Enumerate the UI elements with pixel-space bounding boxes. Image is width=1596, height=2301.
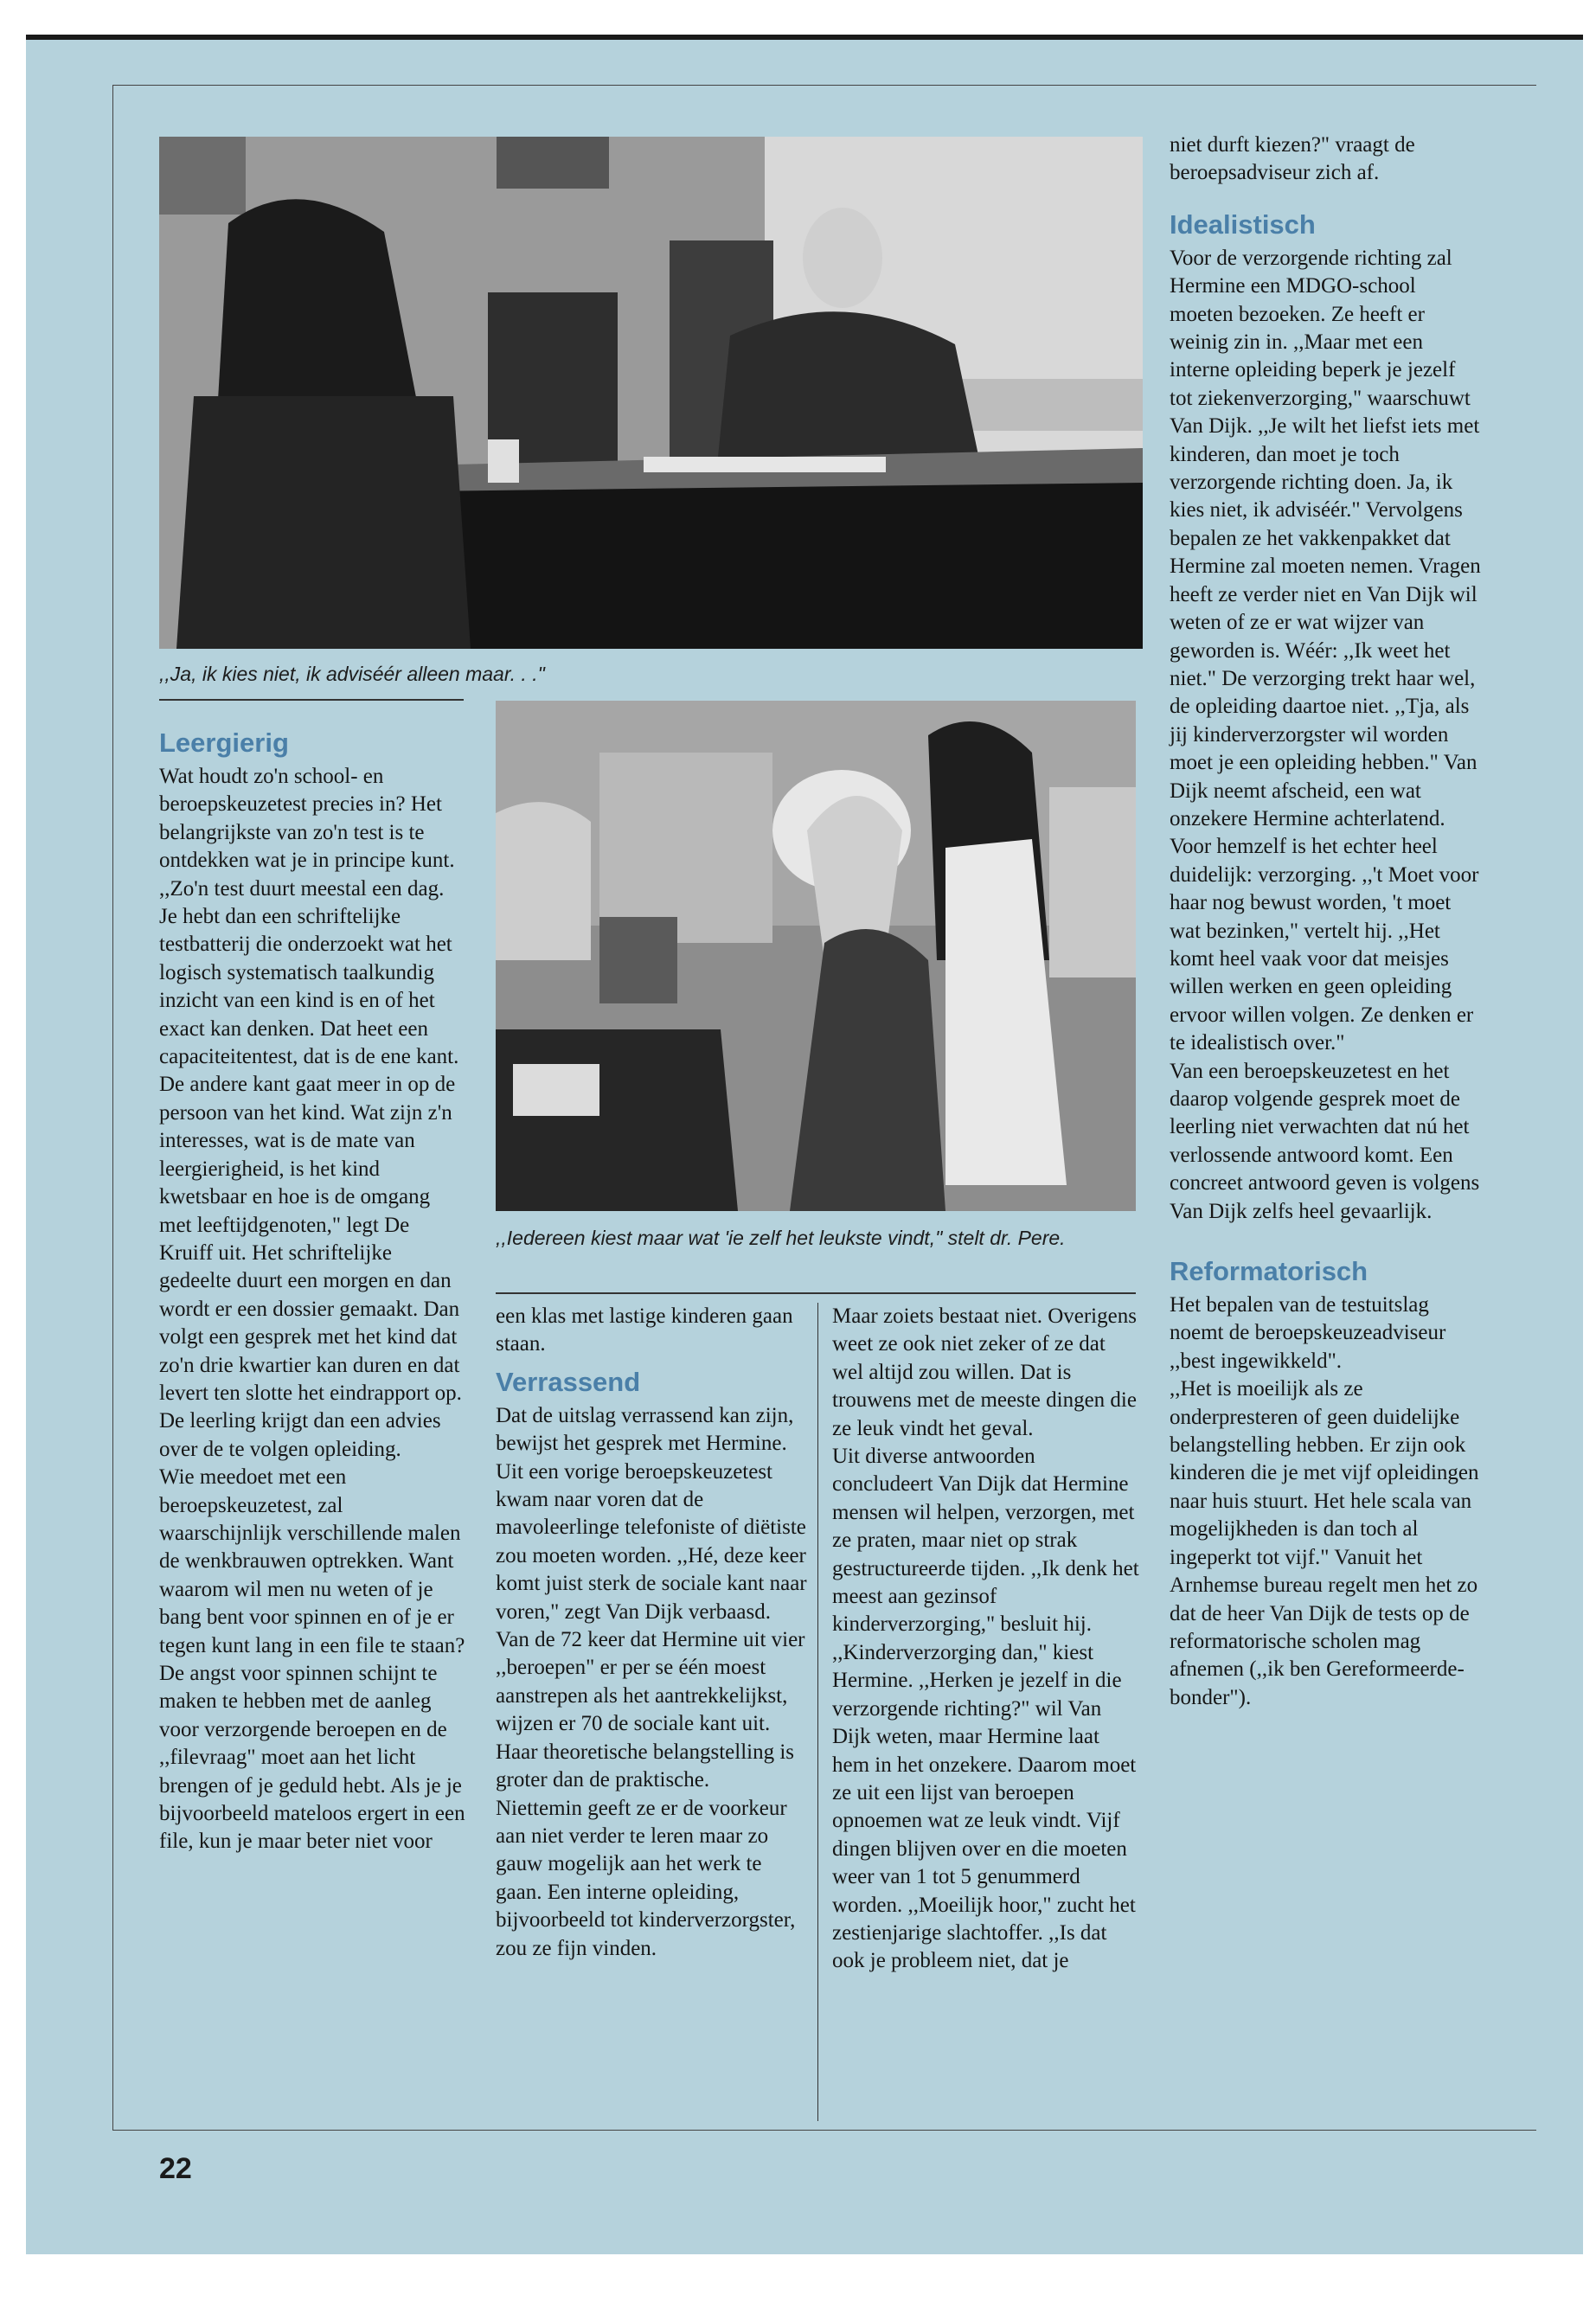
column4-idealistisch-paragraph-2: Van een beroepskeuzetest en het daarop volgende gesprek moet de leerling niet verwachten dat nú het verlossende antwoord komt. Een concreet antwoord geven is volgens Van Dijk zelfs heel gevaarlijk.: [1170, 1059, 1480, 1223]
page-number: 22: [159, 2152, 192, 2185]
photo-interview-illustration: [159, 137, 1143, 649]
column-4: [1170, 131, 1483, 1712]
caption-rule-mid: [496, 1292, 1136, 1294]
column3-paragraph-2: Uit diverse antwoorden concludeert Van Dijk dat Hermine mensen wil helpen, verzorgen, met ze praten, maar niet op strak gestructureerde tijden. ,,Ik denk het meest aan gezinsof kinderverzorging," besluit hij. ,,Kinderverzorging dan," kiest Hermine. ,,Herken je jezelf in die verzorgende richting?" wil Van Dijk weten, maar Hermine laat hem in het onzekere. Daarom moet ze uit een lijst van beroepen opnoemen wat ze leuk vindt. Vijf dingen blijven over en die moeten weer van 1 tot 5 genummerd worden. ,,Moeilijk hoor," zucht het zestienjarige slachtoffer. ,,Is dat ook je probleem niet, dat je: [832, 1445, 1139, 1973]
photo-hairdresser-illustration: [496, 701, 1136, 1211]
heading-verrassend: Verrassend: [496, 1366, 641, 1397]
column4-reformatorisch-paragraph-2: ,,Het is moeilijk als ze onderpresteren of geen duidelijke belangstelling hebben. Er zijn ook kinderen die je met vijf opleidingen naar huis stuurt. Het hele scala van mogelijkheden is dan toch al ingeperkt tot vijf." Vanuit het Arnhemse bureau regelt men het zo dat de heer Van Dijk de tests op de reformatorische scholen mag afnemen (,,ik ben Gereformeerde-bonder").: [1170, 1377, 1479, 1709]
photo-interview-desk: [159, 137, 1143, 649]
heading-leergierig: Leergierig: [159, 727, 289, 758]
column4-intro: niet durft kiezen?" vraagt de beroepsadviseur zich af.: [1170, 133, 1415, 185]
column1-paragraph-2: Wie meedoet met een beroepskeuzetest, zal waarschijnlijk verschillende malen de wenkbrauwen optrekken. Want waarom wil men nu weten of je bang bent voor spinnen en of je er tegen kunt lang in een file te staan? De angst voor spinnen schijnt te maken te hebben met de aanleg voor verzorgende beroepen en de ,,filevraag" moet aan het licht brengen of je geduld hebt. Als je je bijvoorbeeld mateloos ergert in een file, kun je maar beter niet voor: [159, 1465, 465, 1854]
column1-paragraph-1: Wat houdt zo'n school- en beroepskeuzetest precies in? Het belangrijkste van zo'n test is te ontdekken wat je in principe kunt. ,,Zo'n test duurt meestal een dag. Je hebt dan een schriftelijke testbatterij die onderzoekt wat het logisch systematisch taalkundig inzicht van een kind is en of het exact kan denken. Dat heet een capaciteitentest, dat is de ene kant. De andere kant gaat meer in op de persoon van het kind. Wat zijn z'n interesses, wat is de mate van leergierigheid, is het kind kwetsbaar en hoe is de omgang met leeftijdgenoten," legt De Kruiff uit. Het schriftelijke gedeelte duurt een morgen en dan wordt er een dossier gemaakt. Dan volgt een gesprek met het kind dat zo'n drie kwartier kan duren en dat levert ten slotte het eindrapport op. De leerling krijgt dan een advies over de te volgen opleiding.: [159, 765, 462, 1461]
column4-idealistisch-paragraph-1: Voor de verzorgende richting zal Hermine een MDGO-school moeten bezoeken. Ze heeft er weinig zin in. ,,Maar met een interne opleiding beperk je jezelf tot ziekenverzorging," waarschuwt Van Dijk. ,,Je wilt het liefst iets met kinderen, dan moet je toch verzorgende richting doen. Ja, ik kies niet, ik adviséér." Vervolgens bepalen ze het vakkenpakket dat Hermine zal moeten nemen. Vragen heeft ze verder niet en Van Dijk wil weten of ze er wat wijzer van geworden is. Wéér: ,,Ik weet het niet." De verzorging trekt haar wel, de opleiding daartoe niet. ,,Tja, als jij kinderverzorgster wil worden moet je een opleiding hebben." Van Dijk neemt afscheid, een wat onzekere Hermine achterlatend. Voor hemzelf is het echter heel duidelijk: verzorging. ,,'t Moet voor haar nog bewust worden, 't moet wat bezinken," vertelt hij. ,,Het komt heel vaak voor dat meisjes willen werken en geen opleiding ervoor willen volgen. Ze denken er te idealistisch over.": [1170, 246, 1481, 1055]
column-1: [159, 723, 466, 1856]
heading-idealistisch: Idealistisch: [1170, 208, 1316, 240]
caption-rule-left: [159, 699, 464, 701]
column3-paragraph-1: Maar zoiets bestaat niet. Overigens weet ze ook niet zeker of ze dat wel altijd zou willen. Dat is trouwens met de meeste dingen die ze leuk vindt het geval.: [832, 1304, 1137, 1440]
column2-paragraph-2: Niettemin geeft ze er de voorkeur aan niet verder te leren maar zo gauw mogelijk aan het werk te gaan. Een interne opleiding, bijvoorbeeld tot kinderverzorgster, zou ze fijn vinden.: [496, 1796, 796, 1960]
caption-photo-top: ,,Ja, ik kies niet, ik adviséér alleen maar. . .": [159, 663, 545, 685]
heading-reformatorisch: Reformatorisch: [1170, 1256, 1368, 1287]
column-2: [496, 1303, 807, 1963]
column-divider: [817, 1303, 818, 2121]
photo-hairdresser: [496, 701, 1136, 1211]
caption-photo-mid: ,,Iedereen kiest maar wat 'ie zelf het leukste vindt," stelt dr. Pere.: [496, 1227, 1066, 1249]
column-3: [832, 1303, 1140, 1976]
column2-paragraph-1: Dat de uitslag verrassend kan zijn, bewijst het gesprek met Hermine. Uit een vorige beroepskeuzetest kwam naar voren dat de mavoleerlinge telefoniste of diëtiste zou moeten worden. ,,Hé, deze keer komt juist sterk de sociale kant naar voren," zegt Van Dijk verbaasd. Van de 72 keer dat Hermine uit vier ,,beroepen" er per se één moest aanstrepen als het aantrekkelijkst, wijzen er 70 de sociale kant uit. Haar theoretische belangstelling is groter dan de praktische.: [496, 1403, 807, 1792]
column2-intro: een klas met lastige kinderen gaan staan.: [496, 1304, 793, 1356]
column4-reformatorisch-paragraph-1: Het bepalen van de testuitslag noemt de beroepskeuzeadviseur ,,best ingewikkeld".: [1170, 1293, 1446, 1373]
